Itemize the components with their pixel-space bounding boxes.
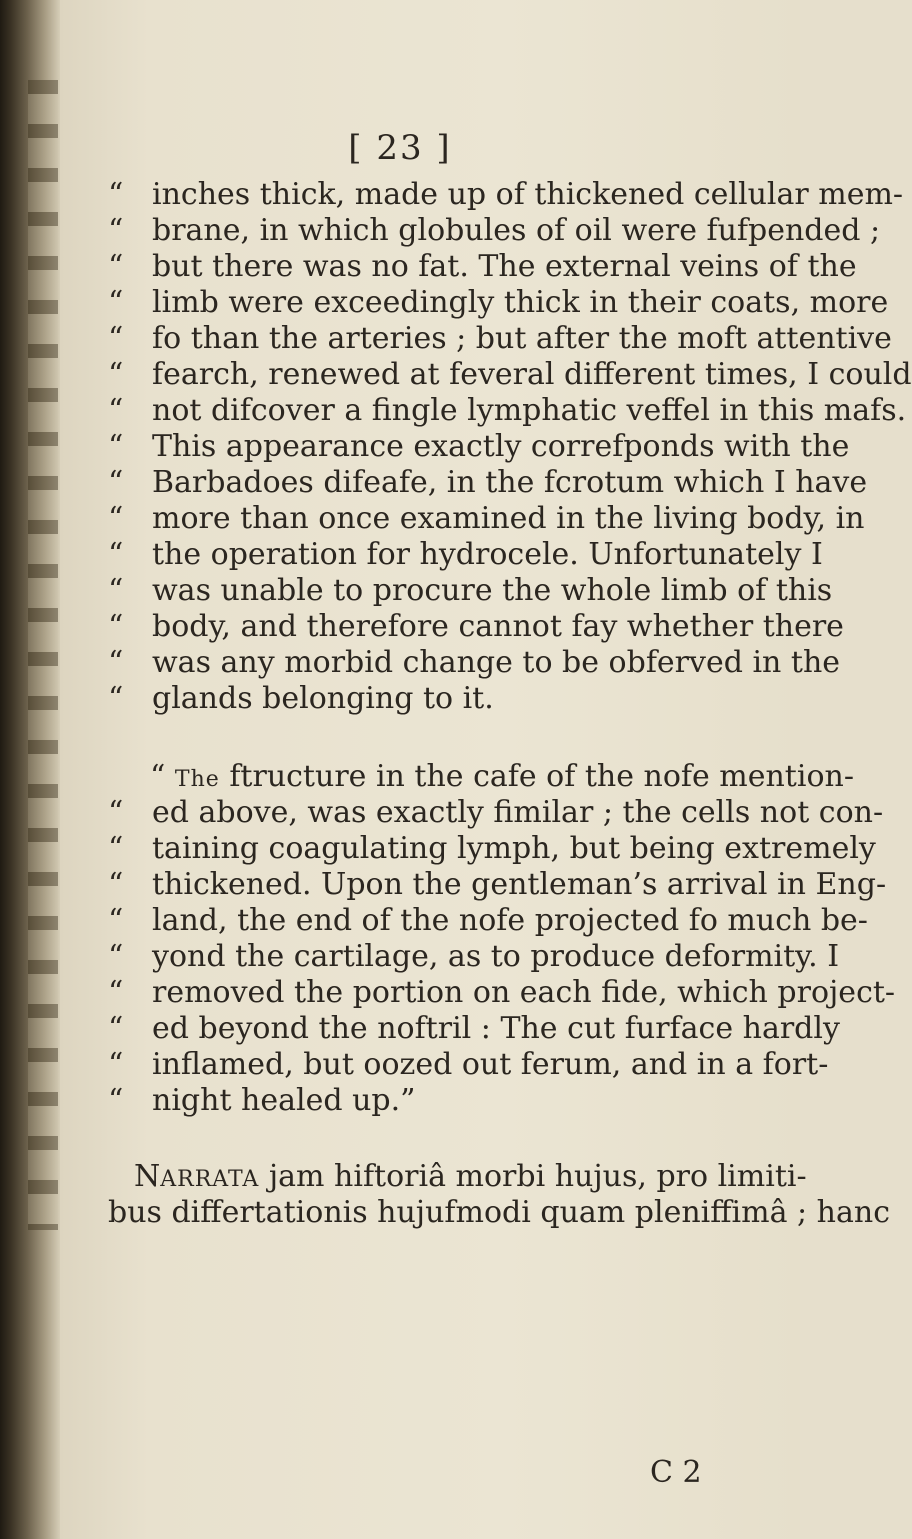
text-line: “ not difcover a fingle lymphatic veffel in this mafs. <box>108 393 907 428</box>
book-spine-edge <box>0 0 60 1539</box>
text-line: “ body, and therefore cannot fay whether there <box>108 609 844 644</box>
text-line: “ removed the portion on each fide, which project- <box>108 975 896 1010</box>
text-line: “ thickened. Upon the gentleman’s arrival in Eng- <box>108 867 887 902</box>
text-line: “ land, the end of the nofe projected fo much be- <box>108 903 868 938</box>
text-line: “ was unable to procure the whole limb of this <box>108 573 833 608</box>
text-line: “ ed beyond the noftril : The cut furface hardly <box>108 1011 840 1046</box>
small-caps-word: The <box>174 767 220 792</box>
page-number: [ 23 ] <box>348 128 452 168</box>
text-line: “ was any morbid change to be obferved in the <box>108 645 841 680</box>
text-line: “ inflamed, but oozed out ferum, and in a fort- <box>108 1047 829 1082</box>
text-line: “ taining coagulating lymph, but being extremely <box>108 831 876 866</box>
text-line: “ yond the cartilage, as to produce deformity. I <box>108 939 840 974</box>
text-line: “ inches thick, made up of thickened cellular mem- <box>108 177 904 212</box>
text-line: “ fearch, renewed at feveral different times, I could <box>108 357 912 392</box>
text-line: “ This appearance exactly correfponds with the <box>108 429 850 464</box>
text-line: “ The ftructure in the cafe of the nofe mention- <box>150 759 854 794</box>
drop-cap: N <box>134 1159 161 1194</box>
text-line: “ the operation for hydrocele. Unfortunately I <box>108 537 823 572</box>
spine-binding-texture <box>28 80 58 1230</box>
text-line: “ Barbadoes difeafe, in the fcrotum which I have <box>108 465 868 500</box>
text-line: “ ed above, was exactly fimilar ; the cells not con- <box>108 795 884 830</box>
text-line: “ night healed up.” <box>108 1083 416 1118</box>
text-line: NARRATA jam hiftoriâ morbi hujus, pro limiti- <box>134 1159 807 1194</box>
text-line: “ fo than the arteries ; but after the moft attentive <box>108 321 892 356</box>
text-line: “ brane, in which globules of oil were fufpended ; <box>108 213 881 248</box>
text-line: “ more than once examined in the living body, in <box>108 501 865 536</box>
text-line: “ glands belonging to it. <box>108 681 494 716</box>
text-line: bus differtationis hujufmodi quam pleniffimâ ; hanc <box>108 1195 890 1230</box>
small-caps-word: ARRATA <box>160 1167 260 1192</box>
text-line: “ but there was no fat. The external veins of the <box>108 249 857 284</box>
signature-mark: C 2 <box>650 1455 702 1490</box>
text-line: “ limb were exceedingly thick in their coats, more <box>108 285 889 320</box>
